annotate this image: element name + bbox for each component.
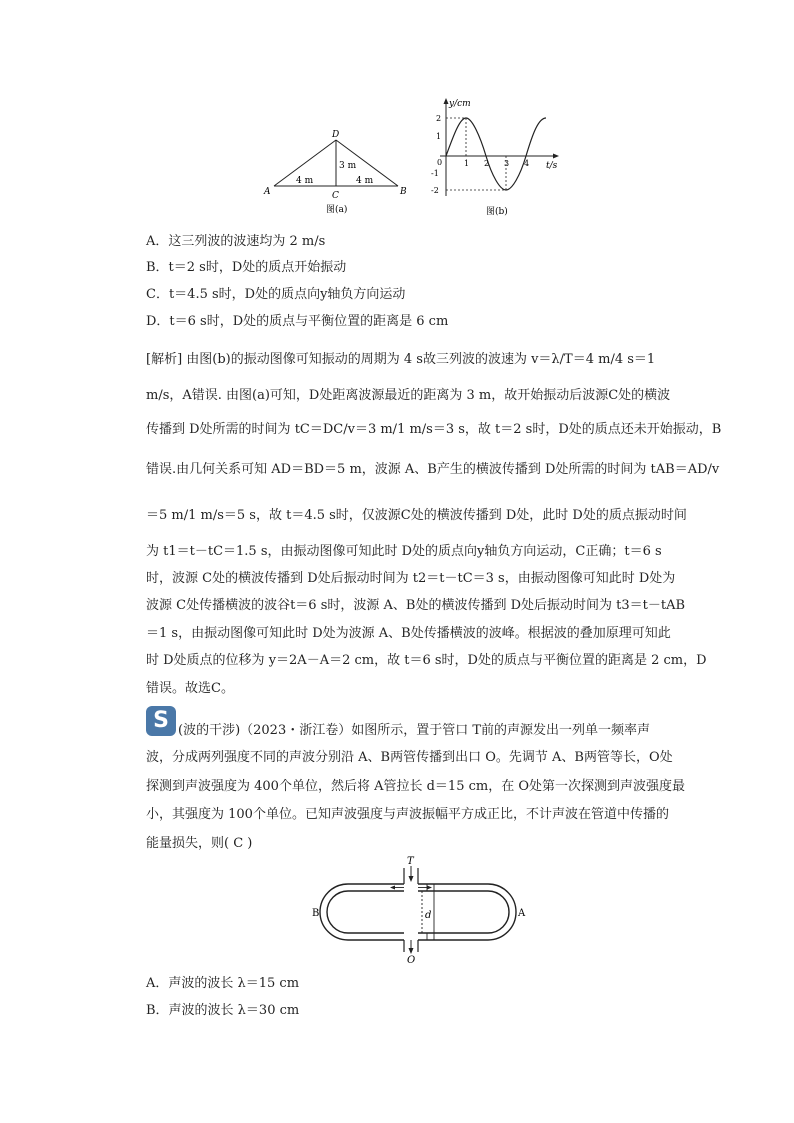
analysis-line-11: 错误。故选C。 [146,681,234,696]
q1-option-b: B．t＝2 s时，D处的质点开始振动 [146,260,347,275]
q2-line-1: (波的干涉)（2023・浙江卷）如图所示，置于管口 T前的声源发出一列单一频率声 [178,723,651,738]
analysis-line-10: 时 D处质点的位移为 y＝2A－A＝2 cm，故 t＝6 s时，D处的质点与平衡位置的距离是 2 cm，D [146,653,707,668]
y-axis-arrow [444,98,449,104]
y-tick-neg1: -1 [431,169,439,178]
q1-option-a: A．这三列波的波速均为 2 m/s [146,234,326,249]
inlet-gap [404,882,418,892]
label-b: B [400,187,407,197]
analysis-line-7: 时，波源 C处的横波传播到 D处后振动时间为 t2＝t－tC＝3 s，由振动图像可知此时 D处为 [146,571,676,586]
figure-a [258,126,418,218]
label-o: O [407,955,416,964]
pipe-figure [308,852,528,964]
dim-ac: 4 m [296,176,314,186]
analysis-line-9: ＝1 s，由振动图像可知此时 D处为波源 A、B处传播横波的波峰。根据波的叠加原理可知此 [146,626,671,641]
pipe-inner [327,891,509,933]
right-flow-arrow-icon [427,886,432,890]
s-logo-icon [146,706,176,736]
label-t: T [407,856,414,867]
x-tick-4: 4 [524,159,530,168]
y-tick-0: 0 [437,158,443,167]
q2-line-5: 能量损失，则( C ) [146,836,253,851]
pipe-outer [320,884,516,940]
analysis-line-8: 波源 C处传播横波的波谷t＝6 s时，波源 A、B处的横波传播到 D处后振动时间为 t3＝t－tAB [146,598,686,613]
y-tick-2: 2 [436,114,442,123]
q2-line-3: 探测到声波强度为 400个单位，然后将 A管拉长 d＝15 cm，在 O处第一次探测到声波强度最 [146,779,685,794]
dim-cb: 4 m [356,176,374,186]
x-axis-arrow [553,154,559,159]
x-axis-label: t/s [546,161,558,171]
label-d: D [332,130,340,140]
dim-dc: 3 m [339,161,357,171]
analysis-line-2: m/s，A错误. 由图(a)可知，D处距离波源最近的距离为 3 m，故开始振动后波源C处的横波 [146,388,671,403]
analysis-line-1: [解析] 由图(b)的振动图像可知振动的周期为 4 s故三列波的波速为 v＝λ/T＝4 m/4 s＝1 [146,352,656,367]
label-a-pipe: A [518,908,526,919]
figure-b [428,96,568,220]
sine-curve [446,118,546,190]
label-d: d [425,910,432,921]
x-tick-3: 3 [504,159,510,168]
analysis-line-3: 传播到 D处所需的时间为 tC＝DC/v＝3 m/1 m/s＝3 s，故 t＝2 s时，D处的质点还未开始振动，B [146,422,722,437]
q2-line-2: 波，分成两列强度不同的声波分别沿 A、B两管传播到出口 O。先调节 A、B两管等长，O处 [146,750,673,765]
y-axis-label: y/cm [449,99,471,109]
label-c: C [332,191,339,201]
y-tick-1: 1 [436,132,442,141]
x-tick-2: 2 [484,159,490,168]
q2-option-a: A．声波的波长 λ＝15 cm [146,976,300,991]
outlet-arrow-icon [409,948,414,954]
q2-line-4: 小，其强度为 100个单位。已知声波强度与声波振幅平方成正比，不计声波在管道中传播的 [146,807,669,822]
x-tick-1: 1 [464,159,470,168]
caption-a: 图(a) [326,205,348,215]
q1-option-c: C．t＝4.5 s时，D处的质点向y轴负方向运动 [146,287,406,302]
label-b-pipe: B [312,908,320,919]
left-flow-arrow-icon [390,886,395,890]
analysis-line-5: ＝5 m/1 m/s＝5 s，故 t＝4.5 s时，仅波源C处的横波传播到 D处，此时 D处的质点振动时间 [146,508,687,523]
y-tick-neg2: -2 [431,186,439,195]
q2-option-b: B．声波的波长 λ＝30 cm [146,1003,300,1018]
inlet-arrow-icon [409,876,414,882]
q1-option-d: D．t＝6 s时，D处的质点与平衡位置的距离是 6 cm [146,314,449,329]
analysis-line-6: 为 t1＝t－tC＝1.5 s，由振动图像可知此时 D处的质点向y轴负方向运动，C正确；t＝6 s [146,544,662,559]
label-a: A [264,187,271,197]
analysis-line-4: 错误.由几何关系可知 AD＝BD＝5 m，波源 A、B产生的横波传播到 D处所需的时间为 tAB＝AD/v [146,462,720,477]
s-logo-letter: S [153,708,169,733]
caption-b: 图(b) [486,207,508,217]
